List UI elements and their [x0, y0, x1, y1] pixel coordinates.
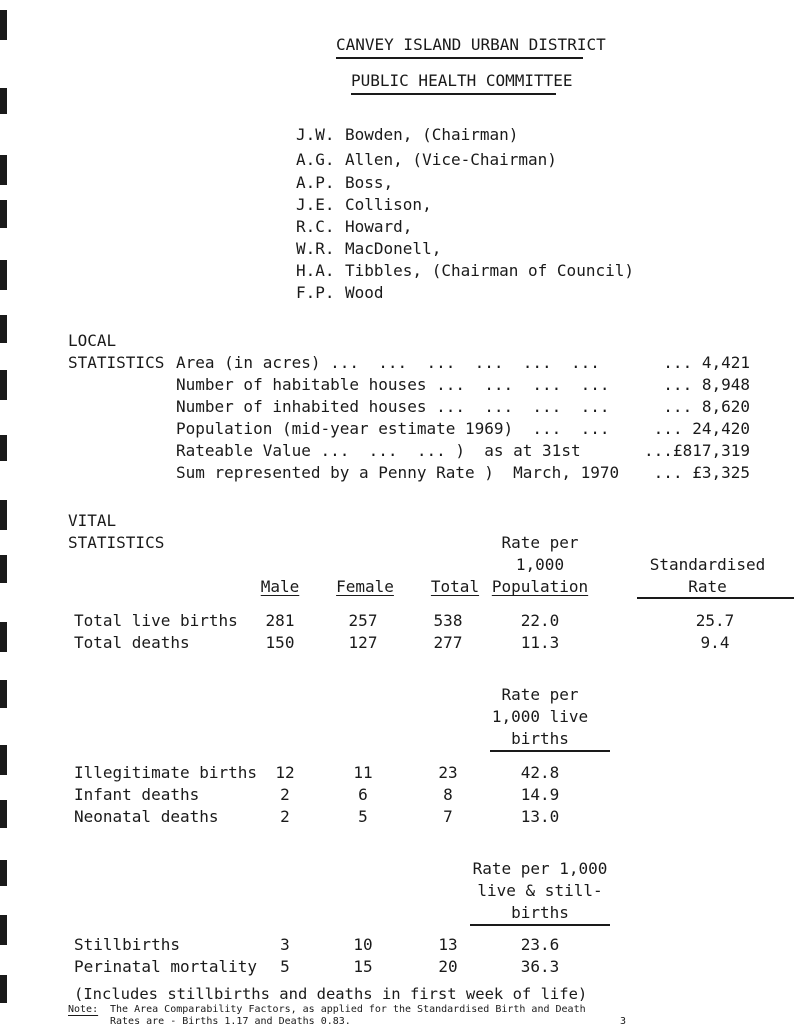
- cell-total: 13: [438, 935, 458, 954]
- group3-underline: [470, 924, 610, 926]
- binding-mark: [0, 88, 7, 114]
- binding-mark: [0, 500, 7, 530]
- table-row-label: Stillbirths: [74, 935, 180, 954]
- local-stat-value: ...£817,319: [644, 441, 750, 460]
- local-heading-2: STATISTICS: [68, 353, 165, 372]
- table-row-label: Perinatal mortality: [74, 957, 258, 976]
- cell-female: 127: [348, 633, 378, 652]
- vital-heading-2: STATISTICS: [68, 533, 165, 552]
- cell-standardised: 25.7: [695, 611, 735, 630]
- binding-mark: [0, 915, 7, 945]
- local-stat-value: ... 8,948: [663, 375, 750, 394]
- local-stat-label: Population (mid-year estimate 1969) ... ...: [176, 419, 610, 438]
- table-row-label: Illegitimate births: [74, 763, 258, 782]
- cell-rate: 22.0: [520, 611, 560, 630]
- local-stat-label: Rateable Value ... ... ... ) as at 31st: [176, 441, 581, 460]
- col-standardised-header: Standardised: [649, 555, 766, 574]
- cell-total: 20: [438, 957, 458, 976]
- col-standardised-header: Rate: [688, 577, 727, 596]
- cell-male: 2: [280, 807, 290, 826]
- cell-female: 10: [353, 935, 373, 954]
- local-stat-label: Area (in acres) ... ... ... ... ... ...: [176, 353, 600, 372]
- cell-total: 538: [433, 611, 463, 630]
- committee-underline: [351, 93, 556, 95]
- group2-rate-header: 1,000 live: [491, 707, 589, 726]
- table-row-label: Total live births: [74, 611, 238, 630]
- group2-underline: [490, 750, 610, 752]
- title-underline: [336, 57, 583, 59]
- cell-male: 2: [280, 785, 290, 804]
- note-text: The Area Comparability Factors, as applied for the Standardised Birth and Death: [110, 1004, 586, 1015]
- local-stat-value: ... 8,620: [663, 397, 750, 416]
- group3-rate-header: births: [511, 903, 569, 922]
- col-rate-header: Rate per: [501, 533, 579, 552]
- col-total-header: Total: [430, 577, 480, 596]
- cell-male: 3: [280, 935, 290, 954]
- cell-male: 5: [280, 957, 290, 976]
- member-name: Howard,: [345, 217, 413, 236]
- member-initials: R.C.: [296, 217, 335, 236]
- col-male-header: Male: [260, 577, 300, 596]
- local-stat-label: Sum represented by a Penny Rate ) March, 1970: [176, 463, 620, 482]
- footnote: (Includes stillbirths and deaths in first week of life): [74, 985, 588, 1003]
- cell-total: 7: [443, 807, 453, 826]
- table-row-label: Infant deaths: [74, 785, 200, 804]
- cell-rate: 23.6: [520, 935, 560, 954]
- vital-heading-1: VITAL: [68, 511, 117, 530]
- std-underline: [637, 597, 794, 599]
- note-text: Rates are - Births 1.17 and Deaths 0.83.: [110, 1016, 351, 1027]
- member-name: MacDonell,: [345, 239, 442, 258]
- binding-mark: [0, 260, 7, 290]
- member-name: Wood: [345, 283, 384, 302]
- binding-mark: [0, 155, 7, 185]
- binding-mark: [0, 860, 7, 886]
- member-initials: A.G.: [296, 150, 335, 169]
- binding-mark: [0, 622, 7, 652]
- member-initials: J.E.: [296, 195, 335, 214]
- group2-rate-header: Rate per: [501, 685, 579, 704]
- member-name: Boss,: [345, 173, 394, 192]
- local-stat-value: ... 4,421: [663, 353, 750, 372]
- group3-rate-header: Rate per 1,000: [472, 859, 608, 878]
- page-number: 3: [620, 1016, 627, 1027]
- cell-total: 8: [443, 785, 453, 804]
- cell-standardised: 9.4: [700, 633, 730, 652]
- cell-female: 11: [353, 763, 373, 782]
- member-initials: H.A.: [296, 261, 335, 280]
- col-rate-header: Population: [491, 577, 589, 596]
- local-stat-label: Number of habitable houses ... ... ... ...: [176, 375, 610, 394]
- binding-mark: [0, 435, 7, 461]
- cell-rate: 13.0: [520, 807, 560, 826]
- member-initials: A.P.: [296, 173, 335, 192]
- member-name: Collison,: [345, 195, 432, 214]
- district-title: CANVEY ISLAND URBAN DISTRICT: [336, 35, 606, 54]
- member-name: Tibbles, (Chairman of Council): [345, 261, 634, 280]
- table-row-label: Neonatal deaths: [74, 807, 219, 826]
- cell-female: 6: [358, 785, 368, 804]
- cell-rate: 36.3: [520, 957, 560, 976]
- table-row-label: Total deaths: [74, 633, 190, 652]
- local-heading-1: LOCAL: [68, 331, 117, 350]
- note-heading: Note:: [68, 1004, 99, 1015]
- col-rate-header: 1,000: [515, 555, 565, 574]
- local-stat-value: ... £3,325: [653, 463, 750, 482]
- binding-mark: [0, 200, 7, 228]
- cell-male: 12: [275, 763, 295, 782]
- binding-mark: [0, 680, 7, 708]
- cell-female: 15: [353, 957, 373, 976]
- binding-mark: [0, 10, 7, 40]
- binding-mark: [0, 800, 7, 828]
- binding-mark: [0, 315, 7, 343]
- local-stat-label: Number of inhabited houses ... ... ... ...: [176, 397, 610, 416]
- cell-rate: 14.9: [520, 785, 560, 804]
- local-stat-value: ... 24,420: [653, 419, 750, 438]
- binding-mark: [0, 975, 7, 1003]
- cell-female: 257: [348, 611, 378, 630]
- cell-rate: 42.8: [520, 763, 560, 782]
- member-initials: J.W.: [296, 125, 335, 144]
- binding-mark: [0, 745, 7, 775]
- binding-mark: [0, 370, 7, 400]
- binding-mark: [0, 555, 7, 583]
- cell-male: 281: [265, 611, 295, 630]
- cell-total: 277: [433, 633, 463, 652]
- col-female-header: Female: [336, 577, 394, 596]
- committee-title: PUBLIC HEALTH COMMITTEE: [351, 71, 573, 90]
- cell-female: 5: [358, 807, 368, 826]
- cell-total: 23: [438, 763, 458, 782]
- cell-male: 150: [265, 633, 295, 652]
- member-initials: W.R.: [296, 239, 335, 258]
- member-initials: F.P.: [296, 283, 335, 302]
- member-name: Bowden, (Chairman): [345, 125, 519, 144]
- group2-rate-header: births: [511, 729, 569, 748]
- cell-rate: 11.3: [520, 633, 560, 652]
- member-name: Allen, (Vice-Chairman): [345, 150, 557, 169]
- group3-rate-header: live & still-: [477, 881, 603, 900]
